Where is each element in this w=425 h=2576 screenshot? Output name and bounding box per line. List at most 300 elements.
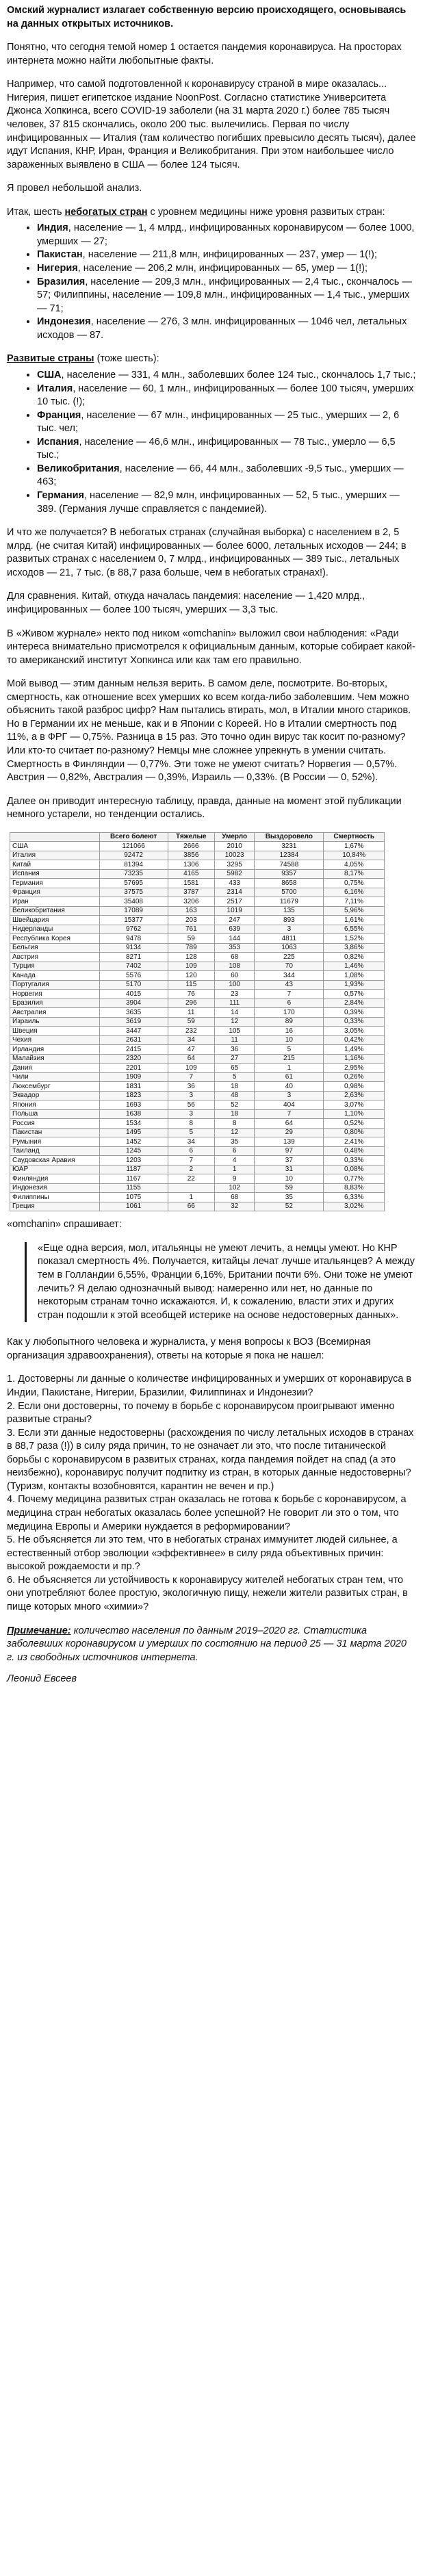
table-cell: 9357: [255, 869, 324, 879]
table-row: [10, 851, 385, 860]
table-header: [10, 832, 100, 842]
table-cell: 35: [215, 1137, 255, 1147]
country-cell: Эквадор: [10, 1091, 100, 1100]
table-cell: 2,63%: [324, 1091, 385, 1100]
country-cell: Польша: [10, 1109, 100, 1119]
table-cell: 1,16%: [324, 1054, 385, 1064]
intro-paragraph: Например, что самой подготовленной к коронавирусу страной в мире оказалась... Нигерия, пишет египетское издание NoonPost. Согласно статистике Университета Джонса Хопкинса, всего COVID-19 заболели (на 31 марта 2020 г.) более 785 тысяч человек, 37 815 скончались, около 200 тыс. вылечились. Первая по числу инфицированных — Италия (там количество погибших превысило десять тысяч), далее идут Испания, КНР, Иран, Франция и Великобритания. При этом наибольшее число зараженных выявлено в США — более 124 тысяч.: [7, 79, 416, 170]
table-cell: 1452: [99, 1137, 168, 1147]
table-cell: 1: [215, 1165, 255, 1174]
table-cell: 7: [255, 990, 324, 999]
table-row: [10, 1156, 385, 1165]
table-row: [10, 934, 385, 944]
table-cell: 35: [255, 1193, 324, 1202]
table-header: Умерло: [215, 832, 255, 842]
table-cell: 296: [168, 999, 215, 1008]
table-row: [10, 943, 385, 953]
table-row: [10, 1128, 385, 1137]
table-cell: 0,75%: [324, 879, 385, 888]
table-cell: 66: [168, 1202, 215, 1211]
table-row: [10, 925, 385, 934]
table-cell: 1,67%: [324, 842, 385, 851]
table-cell: 3: [168, 1109, 215, 1119]
table-cell: 1,52%: [324, 934, 385, 944]
table-cell: 32: [215, 1202, 255, 1211]
table-row: [10, 1119, 385, 1129]
rich-countries-label: Развитые страны: [7, 353, 94, 365]
table-cell: 65: [215, 1064, 255, 1073]
country-cell: Испания: [10, 869, 100, 879]
country-cell: Греция: [10, 1202, 100, 1211]
table-row: [10, 906, 385, 916]
list-item: • Нигерия, население — 206,2 млн, инфицированных — 65, умер — 1(!);: [37, 262, 417, 276]
country-cell: Россия: [10, 1119, 100, 1129]
country-cell: Саудовская Аравия: [10, 1156, 100, 1165]
table-cell: 73235: [99, 869, 168, 879]
table-cell: 1061: [99, 1202, 168, 1211]
table-cell: 0,82%: [324, 953, 385, 962]
table-row: [10, 1082, 385, 1092]
table-cell: 59: [168, 934, 215, 944]
table-cell: 109: [168, 962, 215, 971]
country-cell: Великобритания: [10, 906, 100, 916]
table-cell: 2,95%: [324, 1064, 385, 1073]
country-cell: Турция: [10, 962, 100, 971]
table-cell: 6: [168, 1146, 215, 1156]
footnote-label: Примечание:: [7, 1625, 71, 1636]
table-cell: 1,61%: [324, 916, 385, 925]
country-cell: Китай: [10, 860, 100, 870]
analysis-paragraph: Для сравнения. Китай, откуда началась пандемия: население — 1,420 млрд., инфицированных — более 100 тысяч, умерших — 3,3 тыс.: [7, 591, 365, 615]
table-cell: 3619: [99, 1017, 168, 1027]
country-cell: Таиланд: [10, 1146, 100, 1156]
table-cell: 81394: [99, 860, 168, 870]
table-cell: 40: [255, 1082, 324, 1092]
table-cell: 5: [255, 1045, 324, 1055]
country-cell: Австрия: [10, 953, 100, 962]
rich-countries-list: [7, 369, 417, 516]
country-cell: Индонезия: [10, 1183, 100, 1193]
table-cell: 0,48%: [324, 1146, 385, 1156]
table-cell: 37575: [99, 888, 168, 897]
table-cell: 761: [168, 925, 215, 934]
country-cell: Республика Корея: [10, 934, 100, 944]
table-cell: 1,10%: [324, 1109, 385, 1119]
table-cell: 433: [215, 879, 255, 888]
table-cell: 76: [168, 990, 215, 999]
table-row: [10, 1174, 385, 1184]
table-cell: 4015: [99, 990, 168, 999]
table-cell: 1: [168, 1193, 215, 1202]
table-cell: 1,46%: [324, 962, 385, 971]
table-cell: 1,49%: [324, 1045, 385, 1055]
table-cell: 37: [255, 1156, 324, 1165]
table-cell: 7: [168, 1156, 215, 1165]
table-cell: 36: [215, 1045, 255, 1055]
table-cell: 1,93%: [324, 980, 385, 990]
table-row: [10, 860, 385, 870]
table-cell: 70: [255, 962, 324, 971]
table-cell: 203: [168, 916, 215, 925]
table-cell: 8,17%: [324, 869, 385, 879]
table-cell: 3787: [168, 888, 215, 897]
table-cell: 3,07%: [324, 1100, 385, 1110]
table-cell: 5: [215, 1072, 255, 1082]
table-cell: 43: [255, 980, 324, 990]
table-row: [10, 1137, 385, 1147]
table-cell: 68: [215, 953, 255, 962]
table-cell: 789: [168, 943, 215, 953]
table-row: [10, 1165, 385, 1174]
list-item: • Индия, население — 1, 4 млрд., инфицированных коронавирусом — более 1000, умерших — 27;: [37, 222, 417, 248]
table-cell: 23: [215, 990, 255, 999]
table-cell: 1581: [168, 879, 215, 888]
country-cell: Италия: [10, 851, 100, 860]
table-cell: 9134: [99, 943, 168, 953]
table-cell: 34: [168, 1137, 215, 1147]
list-item: • Германия, население — 82,9 млн, инфицированных — 52, 5 тыс., умерших — 389. (Германия лучше справляется с пандемией).: [37, 489, 417, 516]
table-cell: 52: [255, 1202, 324, 1211]
table-cell: 163: [168, 906, 215, 916]
table-cell: 4: [215, 1156, 255, 1165]
table-cell: 3,02%: [324, 1202, 385, 1211]
intro-paragraph: Понятно, что сегодня темой номер 1 остается пандемия коронавируса. На просторах интернета можно найти любопытные факты.: [7, 42, 402, 66]
table-cell: 8271: [99, 953, 168, 962]
footnote-text: количество населения по данным 2019–2020 гг. Статистика заболевших коронавирусом и умерших по состоянию на период 25 — 31 марта 2020 г. из свободных источников интернета.: [7, 1625, 407, 1663]
table-cell: 97: [255, 1146, 324, 1156]
question-item: 2. Если они достоверны, то почему в борьбе с коронавирусом проигрывают именно развитые страны?: [7, 1400, 395, 1426]
table-row: [10, 1202, 385, 1211]
table-row: [10, 953, 385, 962]
table-row: [10, 999, 385, 1008]
table-cell: 0,08%: [324, 1165, 385, 1174]
country-cell: Канада: [10, 971, 100, 981]
table-row: [10, 980, 385, 990]
table-cell: 109: [168, 1064, 215, 1073]
table-cell: 404: [255, 1100, 324, 1110]
table-cell: 9: [215, 1174, 255, 1184]
question-item: 6. Не объясняется ли устойчивость к коронавирусу жителей небогатых стран тем, что они употребляют более простую, экологичную пищу, нежели жители развитых стран, в пище которых много «химии»?: [7, 1574, 408, 1612]
table-cell: 0,33%: [324, 1156, 385, 1165]
table-cell: 102: [215, 1183, 255, 1193]
table-header-row: [10, 832, 385, 842]
table-cell: 12384: [255, 851, 324, 860]
author-name: Леонид Евсеев: [7, 1673, 77, 1685]
table-row: [10, 1017, 385, 1027]
table-cell: 4811: [255, 934, 324, 944]
table-cell: 10: [255, 1035, 324, 1045]
poor-countries-label: небогатых стран: [64, 206, 148, 218]
list-item: • Пакистан, население — 211,8 млн, инфицированных — 237, умер — 1(!);: [37, 248, 417, 262]
table-cell: 11679: [255, 897, 324, 907]
table-cell: 2314: [215, 888, 255, 897]
country-cell: Португалия: [10, 980, 100, 990]
table-cell: 225: [255, 953, 324, 962]
table-cell: 5700: [255, 888, 324, 897]
poor-countries-list: [7, 222, 417, 342]
table-row: [10, 1027, 385, 1036]
table-cell: 2320: [99, 1054, 168, 1064]
country-cell: Израиль: [10, 1017, 100, 1027]
table-cell: 3206: [168, 897, 215, 907]
table-cell: 0,80%: [324, 1128, 385, 1137]
country-cell: Нидерланды: [10, 925, 100, 934]
table-cell: 10: [255, 1174, 324, 1184]
footnote: [7, 1625, 417, 1665]
table-cell: 215: [255, 1054, 324, 1064]
table-cell: 4165: [168, 869, 215, 879]
table-cell: 0,77%: [324, 1174, 385, 1184]
table-cell: 8658: [255, 879, 324, 888]
table-cell: 1495: [99, 1128, 168, 1137]
table-cell: 14: [215, 1008, 255, 1018]
table-row: [10, 1109, 385, 1119]
table-row: [10, 1091, 385, 1100]
table-cell: 111: [215, 999, 255, 1008]
analysis-paragraph: И что же получается? В небогатых странах (случайная выборка) с населением в 2, 5 млрд. (не считая Китай) инфицированных — более 6000, летальных исходов — 244; в развитых странах с населением 0, 7 млрд., инфицированных — 389 тыс., летальных исходов — 21, 7 тыс. (в 88,7 раза больше, чем в небогатых странах!).: [7, 527, 407, 578]
question-item: 4. Почему медицина развитых стран оказалась не готова к борьбе с коронавирусом, а медицина стран небогатых оказалась более успешной? Не говорит ли это о том, что медицина Европы и Америки нуждается в реформировании?: [7, 1494, 407, 1532]
questions-intro: Как у любопытного человека и журналиста, у меня вопросы к ВОЗ (Всемирная организация здравоохранения), ответы на которые я пока не нашел:: [7, 1337, 371, 1361]
table-row: [10, 1064, 385, 1073]
poor-countries-intro: Итак, шесть небогатых стран с уровнем медицины ниже уровня развитых стран:: [7, 206, 385, 218]
country-cell: Пакистан: [10, 1128, 100, 1137]
list-item: • Бразилия, население — 209,3 млн., инфицированных — 2,4 тыс., скончалось — 57; Филиппины, население — 109,8 млн., инфицированных — 1,4 тыс., умерших — 71;: [37, 276, 417, 316]
country-cell: Дания: [10, 1064, 100, 1073]
list-item: • Франция, население — 67 млн., инфицированных — 25 тыс., умерших — 2, 6 тыс. чел;: [37, 409, 417, 436]
country-cell: Чехия: [10, 1035, 100, 1045]
table-cell: 11: [215, 1035, 255, 1045]
table-cell: 59: [168, 1017, 215, 1027]
table-cell: 7,11%: [324, 897, 385, 907]
covid-stats-table: [10, 832, 385, 1212]
questions-list: [7, 1373, 417, 1614]
table-cell: 89: [255, 1017, 324, 1027]
table-header: Тяжелые: [168, 832, 215, 842]
table-cell: 1831: [99, 1082, 168, 1092]
table-cell: 64: [168, 1054, 215, 1064]
table-cell: 18: [215, 1082, 255, 1092]
table-cell: 34: [168, 1035, 215, 1045]
table-cell: 60: [215, 971, 255, 981]
table-cell: 120: [168, 971, 215, 981]
table-cell: 1306: [168, 860, 215, 870]
table-cell: 2631: [99, 1035, 168, 1045]
list-item: • Индонезия, население — 276, 3 млн. инфицированных — 1046 чел, летальных исходов — 87.: [37, 315, 417, 342]
table-cell: 3231: [255, 842, 324, 851]
blockquote: [25, 1242, 417, 1322]
table-cell: 0,98%: [324, 1082, 385, 1092]
table-cell: 2,84%: [324, 999, 385, 1008]
table-cell: 16: [255, 1027, 324, 1036]
table-cell: 6: [255, 999, 324, 1008]
table-header: Смертность: [324, 832, 385, 842]
table-cell: 6: [215, 1146, 255, 1156]
table-cell: 2010: [215, 842, 255, 851]
rich-countries-intro: Развитые страны (тоже шесть):: [7, 353, 159, 365]
table-cell: 2201: [99, 1064, 168, 1073]
table-cell: 52: [215, 1100, 255, 1110]
quote-intro: «omchanin» спрашивает:: [7, 1219, 122, 1231]
table-cell: 17089: [99, 906, 168, 916]
country-cell: Малайзия: [10, 1054, 100, 1064]
table-cell: 247: [215, 916, 255, 925]
table-row: [10, 990, 385, 999]
table-row: [10, 1008, 385, 1018]
list-item: • США, население — 331, 4 млн., заболевших более 124 тыс., скончалось 1,7 тыс.;: [37, 369, 417, 383]
table-cell: 64: [255, 1119, 324, 1129]
table-row: [10, 1072, 385, 1082]
list-item: • Италия, население — 60, 1 млн., инфицированных — более 100 тысяч, умерших 10 тыс. (!);: [37, 383, 417, 409]
table-cell: 1823: [99, 1091, 168, 1100]
table-cell: 893: [255, 916, 324, 925]
table-cell: 31: [255, 1165, 324, 1174]
table-cell: 8,83%: [324, 1183, 385, 1193]
table-header: Всего болеют: [99, 832, 168, 842]
table-cell: 353: [215, 943, 255, 953]
table-cell: 3: [255, 1091, 324, 1100]
table-row: [10, 897, 385, 907]
table-cell: 3295: [215, 860, 255, 870]
table-cell: 1187: [99, 1165, 168, 1174]
analysis-paragraph: В «Живом журнале» некто под ником «omchanin» выложил свои наблюдения: «Ради интереса внимательно присмотрелся к официальным данным, которые собирает какой-то американский институт Хопкинса или как там его правильно.: [7, 628, 415, 666]
table-cell: 8: [215, 1119, 255, 1129]
country-cell: Бельгия: [10, 943, 100, 953]
table-cell: 121066: [99, 842, 168, 851]
list-item: • Великобритания, население — 66, 44 млн., заболевших -9,5 тыс., умерших — 463;: [37, 463, 417, 489]
country-cell: Швейцария: [10, 916, 100, 925]
country-cell: Франция: [10, 888, 100, 897]
table-cell: 10023: [215, 851, 255, 860]
table-row: [10, 971, 385, 981]
question-item: 1. Достоверны ли данные о количестве инфицированных и умерших от коронавируса в Индии, Пакистане, Нигерии, Бразилии, Филиппинах и Индонезии?: [7, 1374, 412, 1398]
country-cell: Норвегия: [10, 990, 100, 999]
table-cell: 6,55%: [324, 925, 385, 934]
table-cell: 1: [255, 1064, 324, 1073]
table-cell: 1075: [99, 1193, 168, 1202]
table-cell: 344: [255, 971, 324, 981]
table-cell: [168, 1183, 215, 1193]
table-cell: 7: [255, 1109, 324, 1119]
table-cell: 3: [168, 1091, 215, 1100]
country-cell: Австралия: [10, 1008, 100, 1018]
table-cell: 9762: [99, 925, 168, 934]
list-item: • Испания, население — 46,6 млн., инфицированных — 78 тыс., умерло — 6,5 тыс.;: [37, 436, 417, 463]
table-cell: 29: [255, 1128, 324, 1137]
table-row: [10, 1146, 385, 1156]
table-cell: 22: [168, 1174, 215, 1184]
table-cell: 47: [168, 1045, 215, 1055]
table-cell: 5,96%: [324, 906, 385, 916]
table-cell: 6,16%: [324, 888, 385, 897]
table-cell: 12: [215, 1017, 255, 1027]
quote-text: «Еще одна версия, мол, итальянцы не умеют лечить, а немцы умеют. Но КНР показал смертность 4%. Получается, китайцы лечат лучше итальянцев? А между тем в Голландии 6,55%, Франции 6,16%, Британии почти 6%. Они тоже не умеют лечить? Я делаю однозначный вывод: намеренно или нет, но данные по некоторым странам точно искажаются. И, к сожалению, власти этих и других стран подошли к этой всеобщей истерике на основе недостоверных данных».: [38, 1242, 415, 1321]
table-row: [10, 916, 385, 925]
table-row: [10, 1045, 385, 1055]
country-cell: Германия: [10, 879, 100, 888]
table-cell: 3,05%: [324, 1027, 385, 1036]
table-cell: 1019: [215, 906, 255, 916]
table-cell: 4,05%: [324, 860, 385, 870]
table-cell: 639: [215, 925, 255, 934]
country-cell: Чили: [10, 1072, 100, 1082]
table-cell: 9478: [99, 934, 168, 944]
country-cell: Филиппины: [10, 1193, 100, 1202]
table-cell: 0,26%: [324, 1072, 385, 1082]
table-cell: 61: [255, 1072, 324, 1082]
table-cell: 170: [255, 1008, 324, 1018]
table-row: [10, 1100, 385, 1110]
table-row: [10, 1193, 385, 1202]
table-cell: 0,57%: [324, 990, 385, 999]
table-cell: 1245: [99, 1146, 168, 1156]
table-cell: 232: [168, 1027, 215, 1036]
question-item: 5. Не объясняется ли это тем, что в небогатых странах иммунитет людей сильнее, а естественный отбор эволюции «эффективнее» в силу ряда объективных причин: высокой рождаемости и пр.?: [7, 1534, 398, 1573]
table-cell: 15377: [99, 916, 168, 925]
table-cell: 1155: [99, 1183, 168, 1193]
table-cell: 115: [168, 980, 215, 990]
table-cell: 1063: [255, 943, 324, 953]
table-cell: 0,39%: [324, 1008, 385, 1018]
table-cell: 5170: [99, 980, 168, 990]
table-cell: 144: [215, 934, 255, 944]
table-cell: 2: [168, 1165, 215, 1174]
table-cell: 3,86%: [324, 943, 385, 953]
question-item: 3. Если эти данные недостоверны (расхождения по числу летальных исходов в странах в 88,7 раза (!)) в силу ряда причин, то не означает ли это, что после титанической борьбы с коронавирусом в развитых странах, когда пандемия пойдет на спад (а это неизбежно), коронавирус получит подпитку из стран, в которых данные недостоверны? (Туризм, контакты возобновятся, карантин не вечен и пр.): [7, 1427, 414, 1492]
table-cell: 2517: [215, 897, 255, 907]
table-cell: 48: [215, 1091, 255, 1100]
table-cell: 2666: [168, 842, 215, 851]
table-cell: 3447: [99, 1027, 168, 1036]
table-cell: 3635: [99, 1008, 168, 1018]
table-cell: 10,84%: [324, 851, 385, 860]
table-cell: 59: [255, 1183, 324, 1193]
table-cell: 3904: [99, 999, 168, 1008]
table-row: [10, 842, 385, 851]
table-cell: 36: [168, 1082, 215, 1092]
country-cell: Финляндия: [10, 1174, 100, 1184]
table-cell: 135: [255, 906, 324, 916]
table-cell: 0,42%: [324, 1035, 385, 1045]
table-cell: 27: [215, 1054, 255, 1064]
table-cell: 1167: [99, 1174, 168, 1184]
intro-paragraph: Я провел небольшой анализ.: [7, 183, 142, 194]
article-lead: Омский журналист излагает собственную версию происходящего, основываясь на данных открытых источников.: [7, 5, 407, 29]
table-row: [10, 1054, 385, 1064]
table-cell: 100: [215, 980, 255, 990]
table-cell: 35408: [99, 897, 168, 907]
table-cell: 57695: [99, 879, 168, 888]
table-row: [10, 888, 385, 897]
country-cell: Люксембург: [10, 1082, 100, 1092]
country-cell: Иран: [10, 897, 100, 907]
table-header: Выздоровело: [255, 832, 324, 842]
table-cell: 1534: [99, 1119, 168, 1129]
table-row: [10, 1183, 385, 1193]
table-cell: 1693: [99, 1100, 168, 1110]
table-cell: 1203: [99, 1156, 168, 1165]
table-cell: 139: [255, 1137, 324, 1147]
table-cell: 5982: [215, 869, 255, 879]
table-row: [10, 869, 385, 879]
table-cell: 5: [168, 1128, 215, 1137]
table-row: [10, 1035, 385, 1045]
table-cell: 1909: [99, 1072, 168, 1082]
table-cell: 12: [215, 1128, 255, 1137]
table-cell: 7402: [99, 962, 168, 971]
country-cell: Япония: [10, 1100, 100, 1110]
table-row: [10, 879, 385, 888]
analysis-paragraph: Далее он приводит интересную таблицу, правда, данные на момент этой публикации немного устарели, но тенденции остались.: [7, 795, 402, 821]
